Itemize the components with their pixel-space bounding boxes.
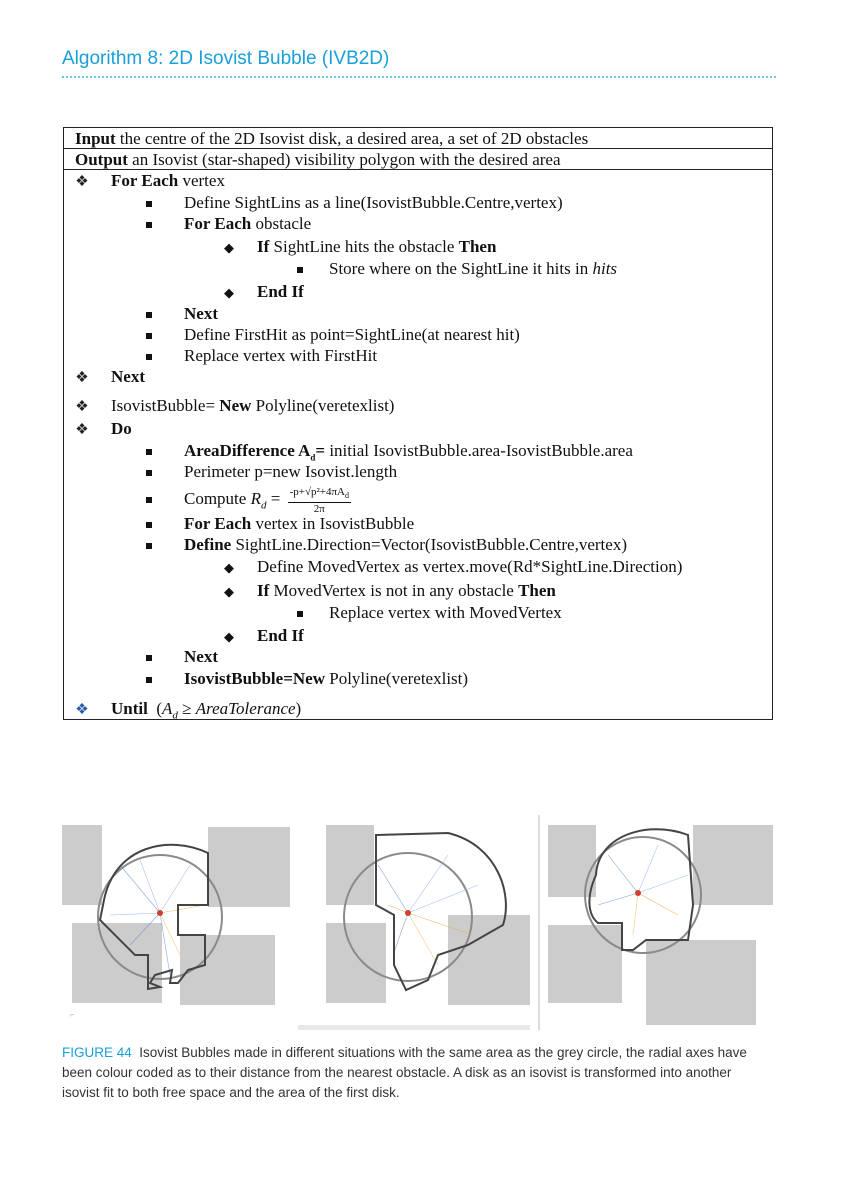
obstacle bbox=[548, 825, 596, 897]
isovist-panel-1 bbox=[60, 805, 292, 1030]
input-row: Input the centre of the 2D Isovist disk, a desired area, a set of 2D obstacles bbox=[64, 128, 772, 149]
square-bullet-icon bbox=[146, 449, 152, 455]
square-bullet-icon bbox=[146, 470, 152, 476]
centre-point bbox=[157, 910, 163, 916]
obstacle bbox=[208, 827, 290, 907]
rd-fraction: $\frac{-p+√p^2+4\pi A_d}{2\pi}$ bbox=[289, 485, 349, 515]
centre-point bbox=[405, 910, 411, 916]
square-bullet-icon bbox=[146, 522, 152, 528]
diamond-bullet-icon: ◆ bbox=[224, 560, 234, 575]
algorithm-title: Algorithm 8: 2D Isovist Bubble (IVB2D) bbox=[62, 48, 390, 69]
output-row: Output an Isovist (star-shaped) visibility polygon with the desired area bbox=[64, 149, 772, 170]
algorithm-box: Input the centre of the 2D Isovist disk, a desired area, a set of 2D obstacles Output an Isovist (star-shaped) visibility polygon with the desired area ❖ For Each vertex Define SightLins as a line(IsovistBubble.Centre,vertex) For Each obstacle ◆ If SightLine hits the obstacle Then Store where on the SightLine it hits in hits ◆ End If Next Define FirstHit as point=SightLine(at nearest hit) Replace vertex with FirstHit ❖ Next ❖ IsovistBubble= New Polyline(veretexlist) ❖ Do AreaDifference $A_d=$ initial IsovistBubble.area-IsovistBubble.area Perimeter p=new Isovist.length Compute $R_d$ = $\frac{-p+√p^2+4\pi A_d}{2\pi}$ For Each vertex in IsovistBubble Define SightLine.Direction=Vector(IsovistBubble.Centre,vertex) ◆ Define MovedVertex as vertex.move(Rd*SightLine.Direction) ◆ If MovedVertex is not in any obstacle Then Replace vertex with MovedVertex ◆ End If Next IsovistBubble=New Polyline(veretexlist) ❖ Until ($A_d$ ≥ AreaTolerance) bbox=[63, 127, 773, 720]
dotted-divider bbox=[62, 76, 776, 78]
square-bullet-icon bbox=[297, 267, 303, 273]
diamond-bullet-icon: ◆ bbox=[224, 240, 234, 255]
square-bullet-icon bbox=[146, 333, 152, 339]
square-bullet-icon bbox=[297, 611, 303, 617]
obstacle bbox=[326, 923, 386, 1003]
diamond-bullet-icon: ◆ bbox=[224, 629, 234, 644]
clover-bullet-icon: ❖ bbox=[75, 370, 89, 386]
square-bullet-icon bbox=[146, 497, 152, 503]
obstacle bbox=[548, 925, 622, 1003]
square-bullet-icon bbox=[146, 543, 152, 549]
figure-caption-text: Isovist Bubbles made in different situations with the same area as the grey circle, the radial axes have been colour coded as to their distance from the nearest obstacle. A disk as an isovist is transformed into another isovist fit to both free space and the area of the first disk. bbox=[62, 1045, 747, 1100]
isovist-panel-3 bbox=[538, 805, 774, 1030]
square-bullet-icon bbox=[146, 354, 152, 360]
diamond-bullet-icon: ◆ bbox=[224, 584, 234, 599]
obstacle bbox=[646, 940, 756, 1025]
clover-bullet-icon: ❖ bbox=[75, 399, 89, 415]
square-bullet-icon bbox=[146, 201, 152, 207]
square-bullet-icon bbox=[146, 677, 152, 683]
obstacle bbox=[180, 935, 275, 1005]
diamond-bullet-icon: ◆ bbox=[224, 285, 234, 300]
square-bullet-icon bbox=[146, 312, 152, 318]
square-bullet-icon bbox=[146, 655, 152, 661]
obstacle bbox=[448, 915, 530, 1005]
clover-bullet-icon: ❖ bbox=[75, 174, 89, 190]
figure-caption bbox=[62, 1043, 762, 1103]
centre-point bbox=[635, 890, 641, 896]
square-bullet-icon bbox=[146, 222, 152, 228]
svg-text:⌐: ⌐ bbox=[70, 1012, 75, 1019]
obstacle bbox=[326, 825, 374, 905]
figure-label: FIGURE 44 bbox=[62, 1045, 132, 1060]
obstacle bbox=[693, 825, 773, 905]
clover-bullet-icon: ❖ bbox=[75, 702, 89, 718]
clover-bullet-icon: ❖ bbox=[75, 422, 89, 438]
isovist-panel-2 bbox=[298, 805, 530, 1030]
obstacle bbox=[62, 825, 102, 905]
